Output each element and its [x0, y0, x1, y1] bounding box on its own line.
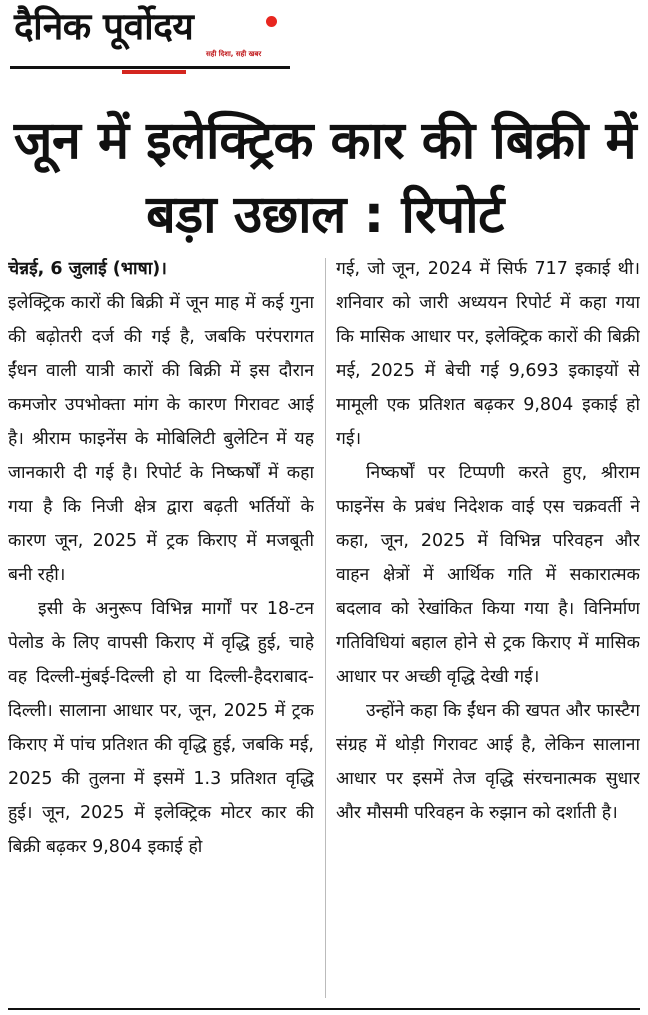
article-paragraph: उन्होंने कहा कि ईंधन की खपत और फास्टैग संग्रह में थोड़ी गिरावट आई है, लेकिन सालाना आधार पर इसमें तेज वृद्धि संरचनात्मक सुधार और मौसमी परिवहन के रुझान को दर्शाती है। — [336, 701, 640, 823]
article-paragraph-text: इलेक्ट्रिक कारों की बिक्री में जून माह में कई गुना की बढ़ोतरी दर्ज की गई है, जबकि परंपरागत ईंधन वाली यात्री कारों की बिक्री में इस दौरान कमजोर उपभोक्ता मांग के कारण गिरावट आई है। श्रीराम फाइनेंस के मोबिलिटी बुलेटिन में यह जानकारी दी गई है। रिपोर्ट के निष्कर्षों में कहा गया है कि निजी क्षेत्र द्वारा बढ़ती भर्तियों के कारण जून, 2025 में ट्रक किराए में मजबूती बनी रही। — [8, 293, 314, 585]
masthead-rule — [10, 66, 290, 69]
article-paragraph: निष्कर्षों पर टिप्पणी करते हुए, श्रीराम फाइनेंस के प्रबंध निदेशक वाई एस चक्रवर्ती ने कहा, जून, 2025 में विभिन्न परिवहन और वाहन क्षेत्रों में आर्थिक गति में सकारात्मक बदलाव को रेखांकित किया गया है। विनिर्माण गतिविधियां बहाल होने से ट्रक किराए में मासिक आधार पर अच्छी वृद्धि देखी गई। — [336, 463, 640, 687]
article-column-left — [8, 252, 314, 1004]
bottom-rule — [8, 1008, 640, 1010]
masthead-ribbon — [122, 70, 186, 74]
newspaper-name: दैनिक पूर्वोदय — [14, 5, 194, 48]
column-divider — [325, 258, 326, 998]
newspaper-tagline: सही दिशा, सही खबर — [206, 50, 262, 58]
dateline: चेन्नई, 6 जुलाई (भाषा)। — [8, 259, 167, 279]
article-paragraph — [8, 252, 314, 592]
article-paragraph: इसी के अनुरूप विभिन्न मार्गों पर 18-टन पेलोड के लिए वापसी किराए में वृद्धि हुई, चाहे वह दिल्ली-मुंबई-दिल्ली हो या दिल्ली-हैदराबाद-दिल्ली। सालाना आधार पर, जून, 2025 में ट्रक किराए में पांच प्रतिशत की वृद्धि हुई, जबकि मई, 2025 की तुलना में इसमें 1.3 प्रतिशत वृद्धि हुई। जून, 2025 में इलेक्ट्रिक मोटर कार की बिक्री बढ़कर 9,804 इकाई हो — [8, 599, 314, 857]
article-paragraph: गई, जो जून, 2024 में सिर्फ 717 इकाई थी। शनिवार को जारी अध्ययन रिपोर्ट में कहा गया कि मासिक आधार पर, इलेक्ट्रिक कारों की बिक्री मई, 2025 में बेची गई 9,693 इकाइयों से मामूली एक प्रतिशत बढ़कर 9,804 इकाई हो गई। — [336, 259, 640, 449]
masthead — [10, 4, 290, 72]
article-column-right — [336, 252, 640, 1004]
logo-dot-icon — [266, 16, 277, 27]
headline: जून में इलेक्ट्रिक कार की बिक्री में बड़ा उछाल : रिपोर्ट — [13, 111, 637, 245]
